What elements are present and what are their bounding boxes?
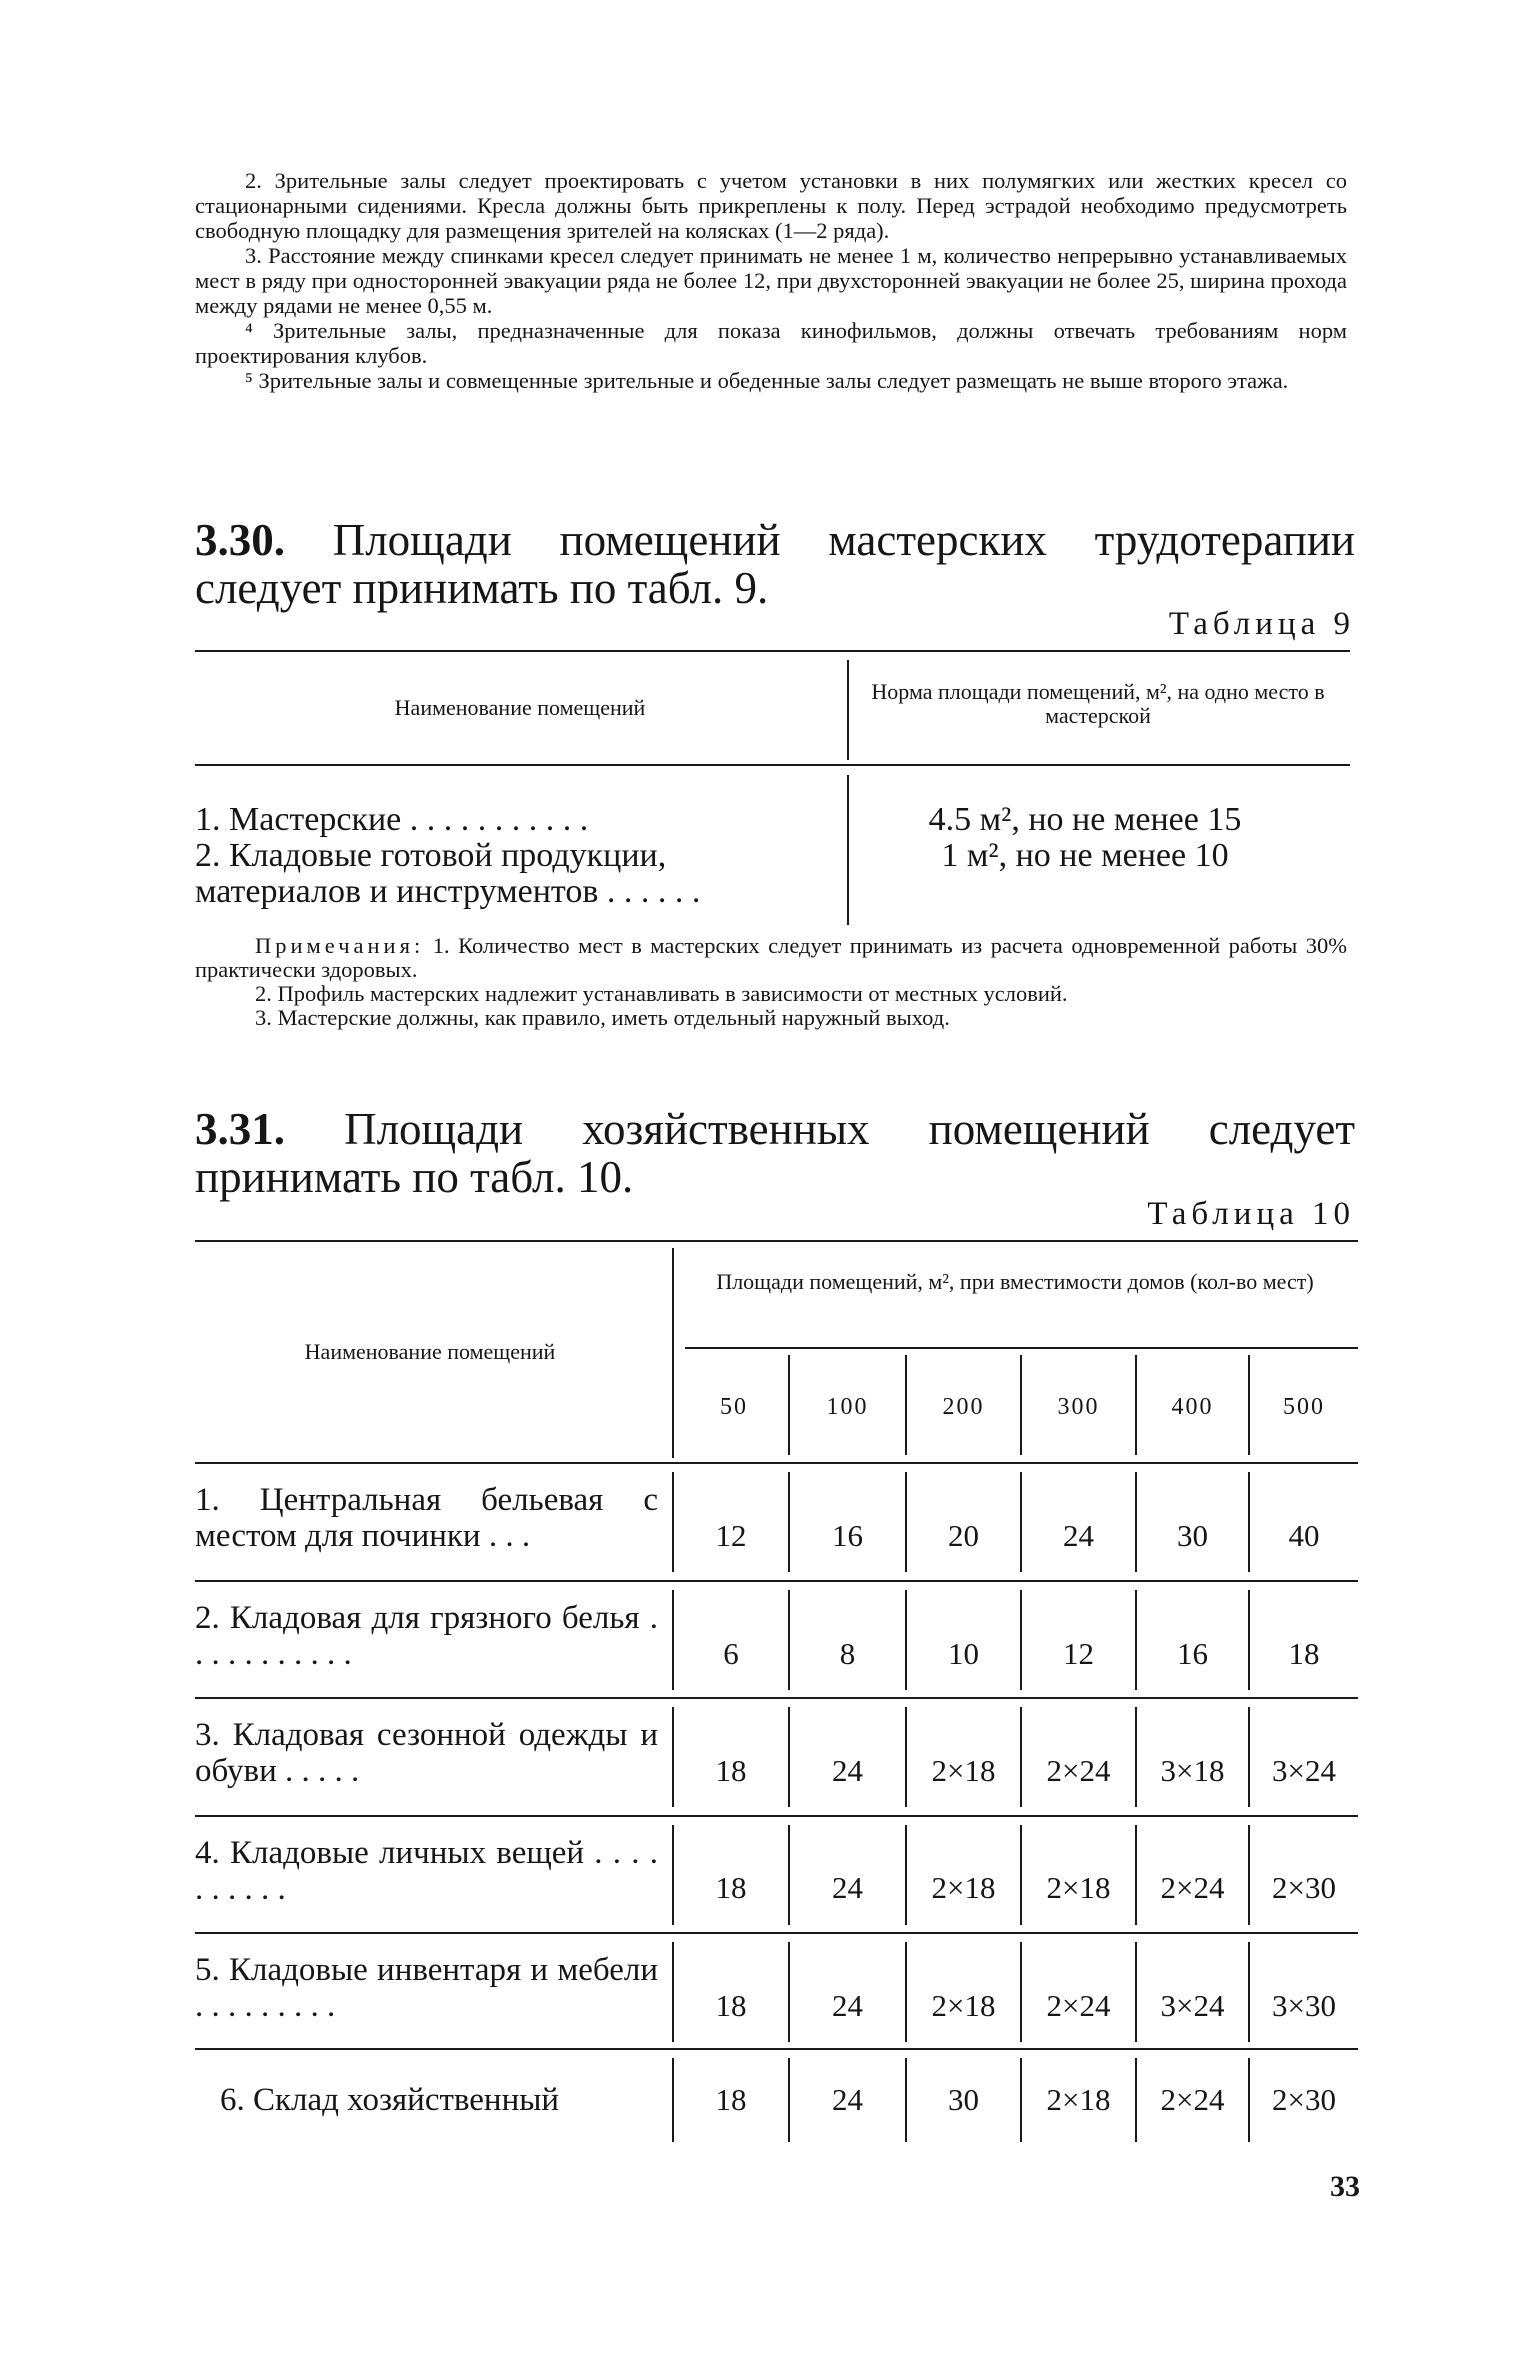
table10-cell: 40: [1288, 1518, 1320, 1553]
table10-row-rule: [195, 1697, 1358, 1699]
table10-cell: 3×24: [1160, 1988, 1225, 2023]
table9-remark-3: 3. Мастерские должны, как правило, иметь отдельный наружный выход.: [255, 1005, 950, 1030]
capacity-300: 300: [1057, 1394, 1100, 1420]
table10-cell: 18: [715, 1988, 747, 2023]
table9-body-divider: [847, 775, 849, 925]
table10-cell: 2×18: [1046, 2082, 1111, 2117]
table9-header-divider: [847, 660, 849, 760]
table9-remarks: [195, 934, 1347, 1030]
table10-cell: 2×30: [1272, 2082, 1336, 2117]
table10-row-1: 1. Центральная бельевая с местом для починки . . .: [195, 1482, 658, 1554]
table10-row-4: 4. Кладовые личных вещей . . . . . . . . . .: [195, 1835, 658, 1907]
table10-top-rule: [195, 1240, 1358, 1242]
table10-row-rule: [195, 2048, 1358, 2050]
table10-cell: 8: [839, 1636, 856, 1671]
table10-row-6-name: 6. Склад хозяйственный: [220, 2082, 560, 2118]
capacity-50: 50: [720, 1394, 748, 1420]
table10-cell: 2×18: [1046, 1870, 1111, 1905]
table10-row-3-name: 3. Кладовая сезонной одежды и обуви: [195, 1717, 658, 1789]
table10-cell: 30: [1177, 1518, 1208, 1553]
table10-group-rule: [685, 1347, 1358, 1349]
table9-remark-2: 2. Профиль мастерских надлежит устанавливать в зависимости от местных условий.: [255, 981, 1068, 1006]
table9-caption: Таблица 9: [1168, 606, 1355, 642]
table9-row-2-name: 2. Кладовые готовой продукции, материалов и инструментов: [195, 837, 667, 910]
table10-cell: 18: [715, 1753, 747, 1788]
note-4: ⁴ Зрительные залы, предназначенные для показа кинофильмов, должны отвечать требованиям норм проектирования клубов.: [195, 318, 1347, 368]
table9-remark-1-text: 1. Количество мест в мастерских следует принимать из расчета одновременной работы 30% практически здоровых.: [195, 933, 1347, 982]
table10-cell: 2×24: [1046, 1988, 1111, 2023]
table10-row-1-name: 1. Центральная бельевая с местом для починки: [195, 1482, 658, 1554]
table10-row-rule: [195, 1932, 1358, 1934]
table10-cell: 3×30: [1272, 1988, 1336, 2023]
table10-name-divider: [672, 1248, 674, 1458]
table10-cell: 20: [948, 1518, 979, 1553]
table10-row-rule: [195, 1815, 1358, 1817]
table10-cell: 24: [832, 2082, 863, 2117]
table10-cell: 2×18: [931, 1753, 996, 1788]
table9-row-1: 1. Мастерские . . . . . . . . . . .: [195, 801, 589, 838]
table10-cell: 2×18: [931, 1988, 996, 2023]
note-2: 2. Зрительные залы следует проектировать с учетом установки в них полумягких или жестких кресел со стационарными сидениями. Кресла должны быть прикреплены к полу. Перед эстрадой необходимо предусмотреть свободную площадку для размещения зрителей на колясках (1—2 ряда).: [195, 168, 1347, 243]
table9-col1-header: Наименование помещений: [394, 695, 646, 720]
section-331-number: 3.31.: [195, 1104, 285, 1154]
table10-cell: 2×24: [1160, 1870, 1225, 1905]
table10-cell: 3×18: [1160, 1753, 1225, 1788]
table10-row-4-name: 4. Кладовые личных вещей: [195, 1835, 585, 1871]
table9-col2-header: Норма площади помещений, м², на одно место в мастерской: [871, 679, 1325, 728]
capacity-500: 500: [1283, 1394, 1325, 1420]
section-330-text: Площади помещений мастерских трудотерапии следует принимать по табл. 9.: [195, 515, 1355, 613]
table10-cell: 24: [832, 1870, 863, 1905]
table10-group-header: Площади помещений, м², при вместимости домов (кол-во мест): [716, 1269, 1314, 1294]
notes-block: [195, 168, 1347, 393]
table10-cell: 2×24: [1160, 2082, 1225, 2117]
page-number: 33: [1330, 2170, 1360, 2203]
section-331-heading: [195, 1105, 1355, 1201]
table10-cell: 2×24: [1046, 1753, 1111, 1788]
table10-col1-header: Наименование помещений: [304, 1339, 556, 1364]
table10-cell: 12: [715, 1518, 747, 1553]
table9-row-1-value: 4.5 м², но не менее 15: [928, 801, 1242, 838]
table10-row-5: 5. Кладовые инвентаря и мебели . . . . . . . . .: [195, 1952, 658, 2024]
table10-cell: 12: [1063, 1636, 1094, 1671]
table9-header-rule: [195, 764, 1350, 766]
capacity-200: 200: [942, 1394, 985, 1420]
note-3: 3. Расстояние между спинками кресел следует принимать не менее 1 м, количество непрерывно устанавливаемых мест в ряду при односторонней эвакуации ряда не более 12, при двухсторонней эвакуации не более 25, ширина прохода между рядами не менее 0,55 м.: [195, 243, 1347, 318]
table10-row-rule: [195, 1580, 1358, 1582]
section-330-heading: [195, 516, 1355, 612]
table10-header-rule: [195, 1462, 1358, 1464]
table9-row-2-value: 1 м², но не менее 10: [941, 837, 1229, 874]
table9-remark-1: [195, 934, 1347, 982]
note-5: ⁵ Зрительные залы и совмещенные зрительные и обеденные залы следует размещать не выше второго этажа.: [245, 368, 1289, 393]
table10-cell: 24: [832, 1988, 863, 2023]
table10-caption: Таблица 10: [1147, 1196, 1355, 1232]
table10-row-5-name: 5. Кладовые инвентаря и мебели: [195, 1952, 658, 1988]
table10-cell: 18: [715, 1870, 747, 1905]
section-330-number: 3.30.: [195, 515, 285, 565]
table10-cell: 24: [1063, 1518, 1094, 1553]
table10-row-6: [220, 2082, 658, 2118]
capacity-400: 400: [1171, 1394, 1214, 1420]
table10-cell: 24: [832, 1753, 863, 1788]
table9-remarks-label: Примечания:: [255, 933, 425, 958]
table10-cell: 2×30: [1272, 1870, 1336, 1905]
table9-row-1-name: 1. Мастерские: [195, 801, 402, 838]
table10-row-2-name: 2. Кладовая для грязного белья: [195, 1600, 640, 1636]
table9-top-rule: [195, 650, 1350, 652]
table10-cell: 18: [715, 2082, 747, 2117]
table10-cell: 10: [948, 1636, 979, 1671]
table10-cell: 18: [1288, 1636, 1320, 1671]
table9-row-2: 2. Кладовые готовой продукции, материалов и инструментов . . . . . .: [195, 837, 701, 910]
table10-row-2: 2. Кладовая для грязного белья . . . . . . . . . . .: [195, 1600, 658, 1672]
section-331-text: Площади хозяйственных помещений следует принимать по табл. 10.: [195, 1104, 1355, 1202]
table10-cell: 30: [948, 2082, 979, 2117]
table10-cell: 16: [832, 1518, 863, 1553]
capacity-100: 100: [826, 1394, 869, 1420]
table10-cell: 6: [723, 1636, 739, 1671]
table10-row-3: 3. Кладовая сезонной одежды и обуви . . . . .: [195, 1717, 658, 1789]
table10-cell: 16: [1177, 1636, 1208, 1671]
table10-cell: 2×18: [931, 1870, 996, 1905]
table10-cell: 3×24: [1272, 1753, 1336, 1788]
